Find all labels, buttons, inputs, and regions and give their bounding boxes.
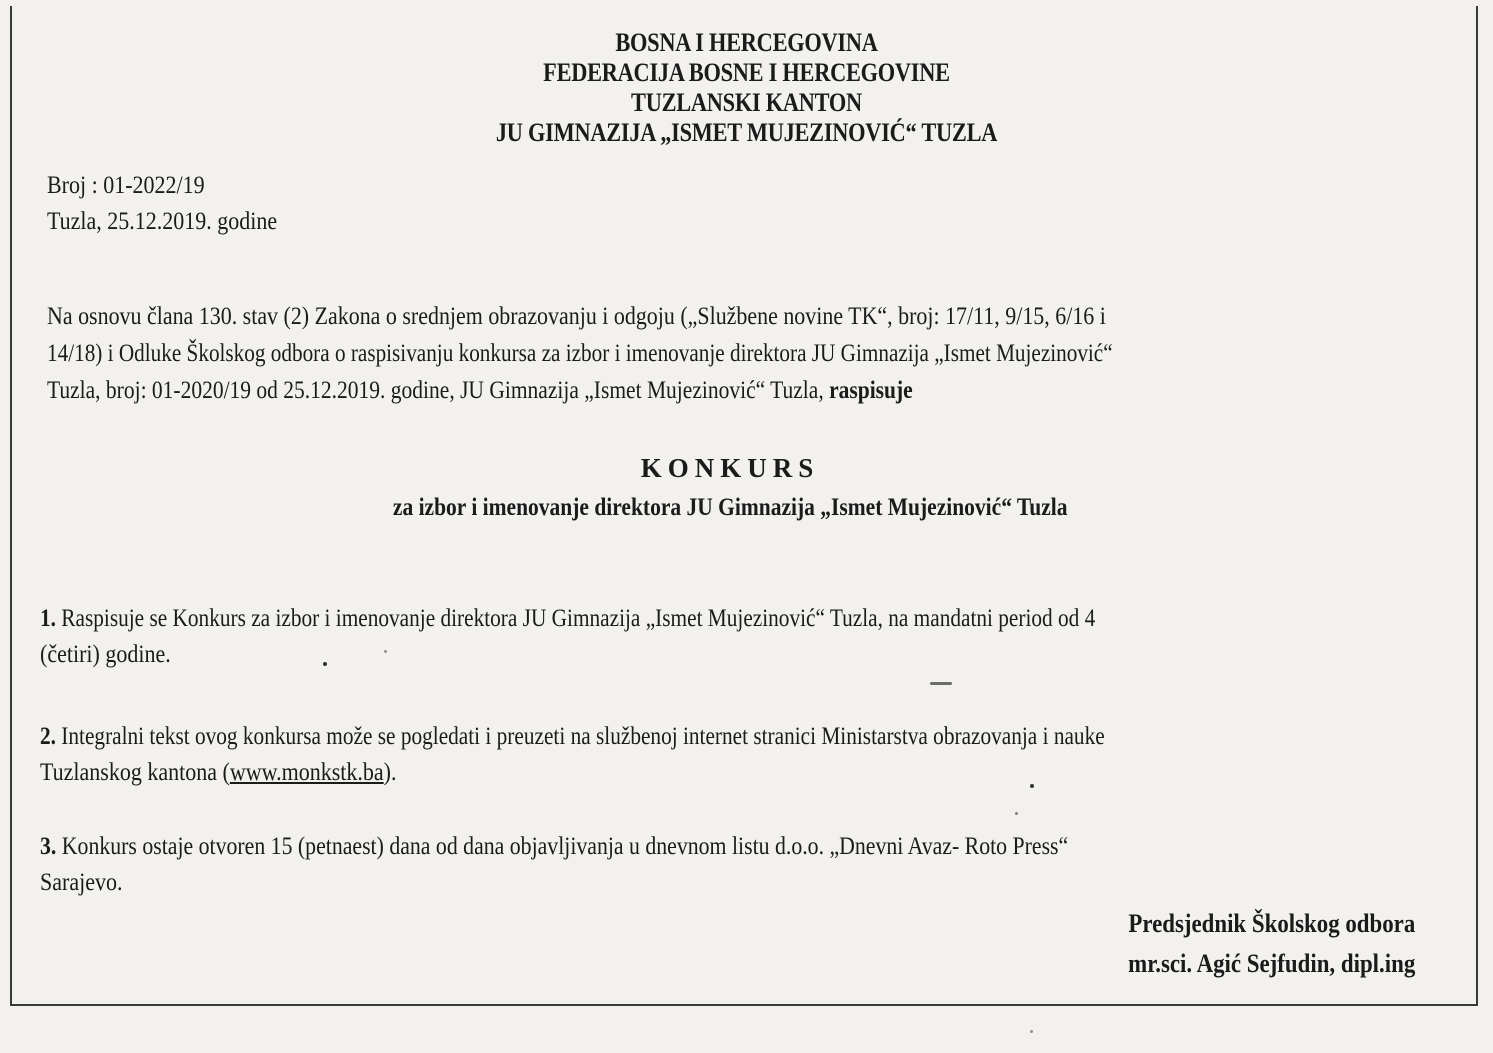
document-date: Tuzla, 25.12.2019. godine xyxy=(47,208,278,235)
item-2-line-2-pre: Tuzlanskog kantona ( xyxy=(40,759,230,786)
konkurs-subtitle-text: za izbor i imenovanje direktora JU Gimnazija „Ismet Mujezinović“ Tuzla xyxy=(392,494,1068,521)
item-1-line-1 xyxy=(40,601,1220,637)
header-canton: TUZLANSKI KANTON xyxy=(631,88,862,117)
intro-line-3-text: Tuzla, broj: 01-2020/19 od 25.12.2019. godine, JU Gimnazija „Ismet Mujezinović“ Tuzla, xyxy=(47,377,830,404)
item-2-line-1 xyxy=(40,719,1220,755)
intro-line-1: Na osnovu člana 130. stav (2) Zakona o srednjem obrazovanju i odgoju („Službene novine TK“, broj: 17/11, 9/15, 6/16 i xyxy=(47,303,1106,330)
item-3-line-1 xyxy=(40,829,1248,865)
item-3-line-2: Sarajevo. xyxy=(40,869,123,896)
item-1 xyxy=(40,601,1425,673)
item-1-line-2: (četiri) godine. xyxy=(40,641,171,668)
document-meta xyxy=(47,168,309,240)
document-header xyxy=(0,28,1493,148)
scan-speck xyxy=(1015,812,1018,815)
item-1-number: 1. xyxy=(40,605,56,632)
intro-line-2: 14/18) i Odluke Školskog odbora o raspisivanju konkursa za izbor i imenovanje direktora JU Gimnazija „Ismet Mujezinović“ xyxy=(47,340,1113,367)
ministry-website-link[interactable]: www.monkstk.ba xyxy=(229,759,384,786)
konkurs-title: KONKURS xyxy=(640,453,820,483)
scan-speck xyxy=(1030,1030,1033,1033)
item-2-line-2 xyxy=(40,755,1259,791)
item-2 xyxy=(40,719,1425,791)
item-2-text: Integralni tekst ovog konkursa može se pogledati i preuzeti na službenoj internet stranici Ministarstva obrazovanja i nauke xyxy=(55,723,1105,750)
header-federation: FEDERACIJA BOSNE I HERCEGOVINE xyxy=(543,58,950,87)
intro-raspisuje: raspisuje xyxy=(829,377,913,404)
signature-block xyxy=(1089,904,1415,984)
signature-name: mr.sci. Agić Sejfudin, dipl.ing xyxy=(1127,949,1415,978)
header-school: JU GIMNAZIJA „ISMET MUJEZINOVIĆ“ TUZLA xyxy=(495,118,998,147)
scan-speck xyxy=(930,682,952,685)
scan-speck xyxy=(384,650,387,653)
scan-speck xyxy=(323,662,327,666)
item-3 xyxy=(40,829,1425,901)
intro-paragraph xyxy=(47,298,1417,409)
item-3-text: Konkurs ostaje otvoren 15 (petnaest) dana od dana objavljivanja u dnevnom listu d.o.o. „Dnevni Avaz- Roto Press“ xyxy=(56,833,1069,860)
scan-speck xyxy=(1030,784,1034,788)
item-2-number: 2. xyxy=(40,723,56,750)
konkurs-subtitle xyxy=(0,494,1460,522)
intro-line-3 xyxy=(47,372,1225,409)
signature-role: Predsjednik Školskog odbora xyxy=(1128,909,1415,938)
document-number: Broj : 01-2022/19 xyxy=(47,172,205,199)
item-3-number: 3. xyxy=(40,833,57,860)
item-1-text: Raspisuje se Konkurs za izbor i imenovanje direktora JU Gimnazija „Ismet Mujezinović“ Tuzla, na mandatni period od 4 xyxy=(55,605,1096,632)
header-country: BOSNA I HERCEGOVINA xyxy=(615,28,878,57)
item-2-line-2-post: ). xyxy=(383,759,397,786)
